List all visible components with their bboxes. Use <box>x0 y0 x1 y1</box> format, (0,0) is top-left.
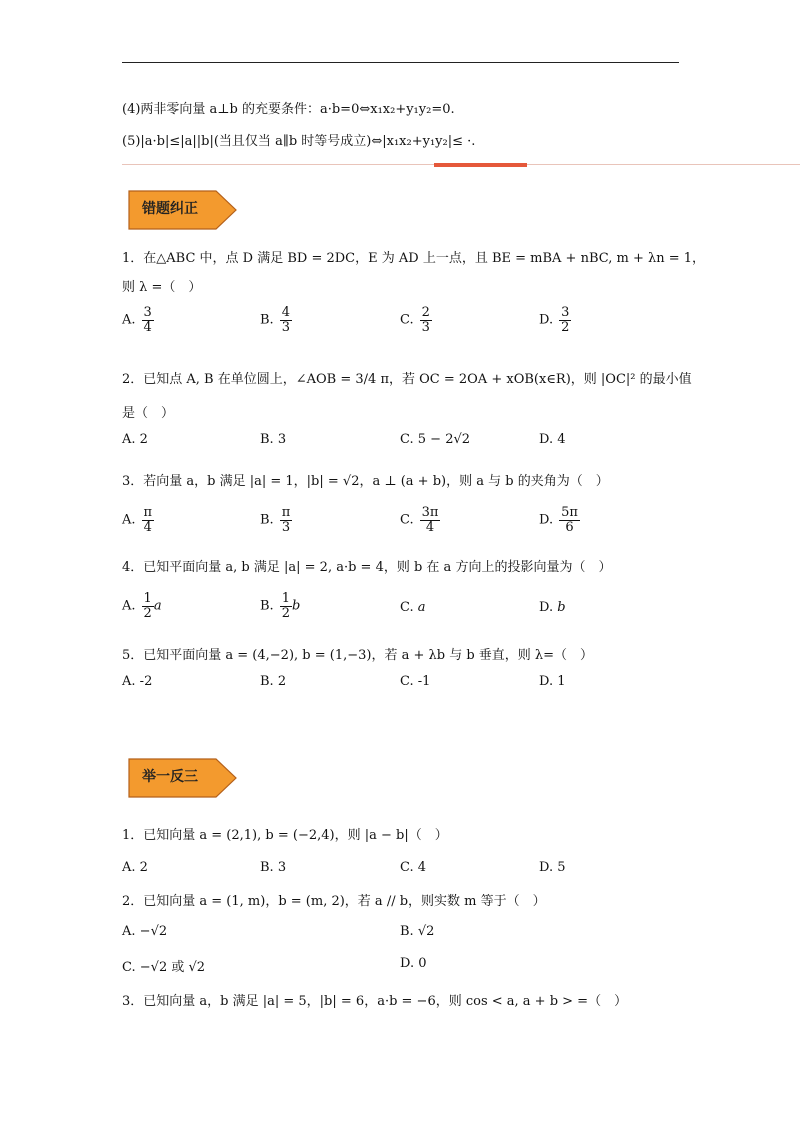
option-d: D. 4 <box>539 432 566 447</box>
option-d: D. 5 <box>539 860 566 875</box>
option-a: A. 2 <box>122 860 148 875</box>
section-banner-errors <box>128 190 238 230</box>
question-stem: 4．已知平面向量 a, b 满足 |a| = 2, a·b = 4，则 b 在 a 方向上的投影向量为（ ） <box>122 560 612 575</box>
separator-accent <box>434 163 527 167</box>
section-title: 举一反三 <box>142 769 198 785</box>
section-title: 错题纠正 <box>142 201 198 217</box>
option-a: A. $\frac{1}{2}$ a <box>122 591 162 621</box>
option-c: C. $\frac{3\pi}{4}$ <box>400 505 439 535</box>
question-stem: 3．若向量 a，b 满足 |a| = 1，|b| = √2，a ⊥ (a + b)，则 a 与 b 的夹角为（ ） <box>122 474 609 489</box>
option-b: B. 2 <box>260 674 287 689</box>
option-a: A. $\frac{3}{4}$ <box>122 305 152 335</box>
option-b: B. $\frac{4}{3}$ <box>260 305 290 335</box>
question-stem: 1．在△ABC 中，点 D 满足 BD = 2DC，E 为 AD 上一点，且 BE = mBA + nBC, m + λn = 1， <box>122 251 706 266</box>
header-line-4: (4)两非零向量 a⊥b 的充要条件：a·b=0⇔x₁x₂+y₁y₂=0. <box>122 102 455 117</box>
option-d: D. $\frac{5\pi}{6}$ <box>539 505 578 535</box>
question-stem: 1．已知向量 a = (2,1), b = (−2,4)，则 |a − b|（ ） <box>122 828 448 843</box>
question-stem: 2．已知向量 a = (1, m)，b = (m, 2)，若 a // b，则实数 m 等于（ ） <box>122 894 546 909</box>
option-d: D. $\frac{3}{2}$ <box>539 305 570 335</box>
question-stem-continued: 则 λ =（ ） <box>122 280 202 295</box>
option-c: C. 4 <box>400 860 427 875</box>
option-a: A. $\frac{\pi}{4}$ <box>122 505 153 535</box>
header-line-5: (5)|a·b|≤|a||b|(当且仅当 a∥b 时等号成立)⇔|x₁x₂+y₁y₂|≤ ·. <box>122 134 476 149</box>
option-d: D. 0 <box>400 956 427 971</box>
section-banner-practice <box>128 758 238 798</box>
option-a: A. −√2 <box>122 924 168 939</box>
option-b: B. $\frac{1}{2}$ b <box>260 591 301 621</box>
option-d: D. b <box>539 600 566 615</box>
option-a: A. -2 <box>122 674 153 689</box>
option-a: A. 2 <box>122 432 148 447</box>
question-stem: 2．已知点 A, B 在单位圆上，∠AOB = 3/4 π，若 OC = 2OA + xOB(x∈R)，则 |OC|² 的最小值 <box>122 372 692 387</box>
option-b: B. √2 <box>400 924 435 939</box>
option-b: B. 3 <box>260 860 287 875</box>
option-b: B. 3 <box>260 432 287 447</box>
question-stem: 3．已知向量 a，b 满足 |a| = 5，|b| = 6，a·b = −6，则 cos < a, a + b > =（ ） <box>122 994 628 1009</box>
option-c: C. -1 <box>400 674 431 689</box>
option-d: D. 1 <box>539 674 566 689</box>
question-stem-continued: 是（ ） <box>122 406 175 421</box>
option-c: C. 5 − 2√2 <box>400 432 471 447</box>
question-stem: 5．已知平面向量 a = (4,−2), b = (1,−3)，若 a + λb 与 b 垂直，则 λ=（ ） <box>122 648 594 663</box>
top-rule <box>122 62 679 63</box>
option-c: C. −√2 或 √2 <box>122 960 206 975</box>
option-b: B. $\frac{\pi}{3}$ <box>260 505 291 535</box>
option-c: C. $\frac{2}{3}$ <box>400 305 430 335</box>
option-c: C. a <box>400 600 426 615</box>
